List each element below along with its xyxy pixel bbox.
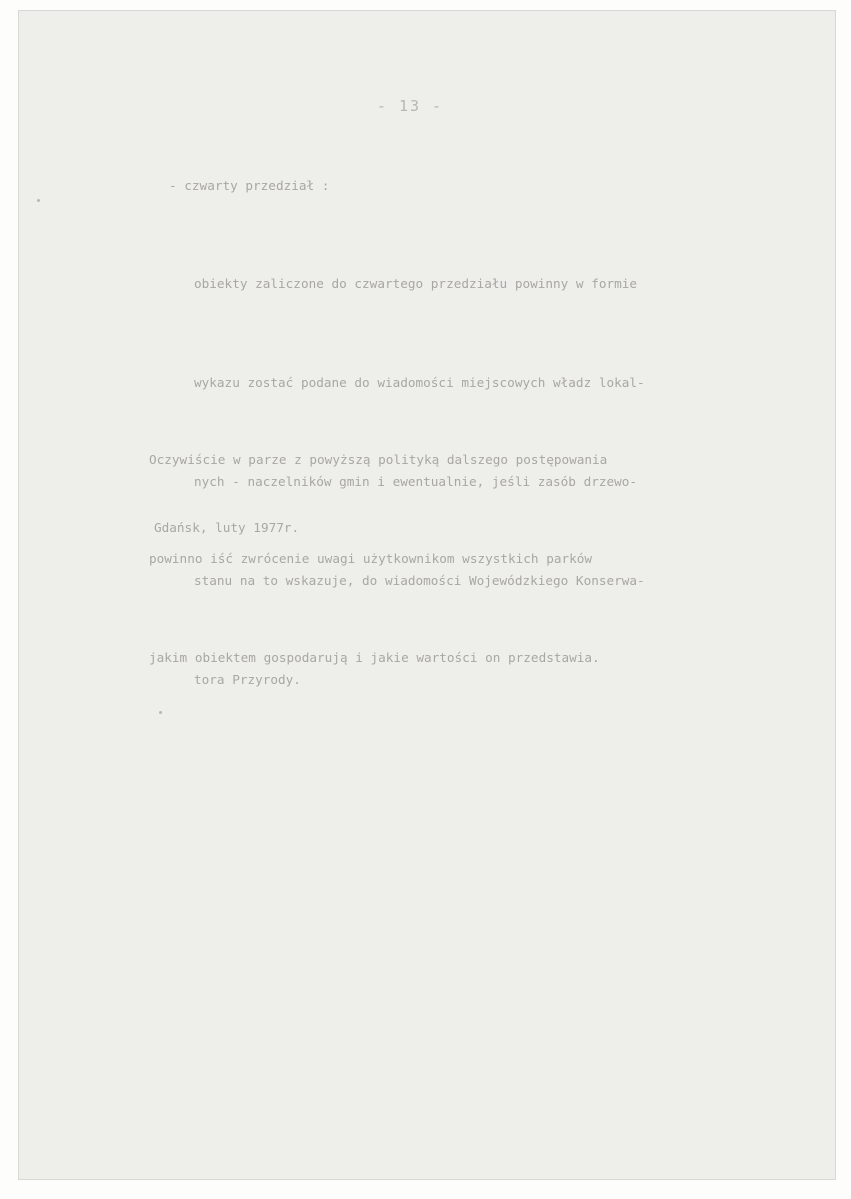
paragraph-2-line: jakim obiektem gospodarują i jakie wartości on przedstawia. — [149, 650, 600, 665]
paragraph-1-line: obiekty zaliczone do czwartego przedziału powinny w formie — [194, 276, 638, 291]
document-page — [18, 10, 836, 1180]
paragraph-2 — [149, 377, 607, 740]
paragraph-1-line: stanu na to wskazuje, do wiadomości Wojewódzkiego Konserwa- — [194, 573, 645, 588]
paragraph-1-line: nych - naczelników gmin i ewentualnie, jeśli zasób drzewo- — [194, 474, 638, 489]
paragraph-1-line: tora Przyrody. — [194, 672, 301, 687]
paper-speck — [159, 711, 162, 714]
section-heading: - czwarty przedział : — [169, 178, 330, 193]
paper-speck — [37, 199, 40, 202]
paragraph-1-line: wykazu zostać podane do wiadomości miejscowych władz lokal- — [194, 375, 645, 390]
place-date-signature: Gdańsk, luty 1977r. — [154, 520, 300, 535]
paragraph-2-line: Oczywiście w parze z powyższą polityką dalszego postępowania — [149, 452, 608, 467]
page-number: - 13 - — [376, 97, 444, 115]
paragraph-2-line: powinno iść zwrócenie uwagi użytkownikom wszystkich parków — [149, 551, 593, 566]
